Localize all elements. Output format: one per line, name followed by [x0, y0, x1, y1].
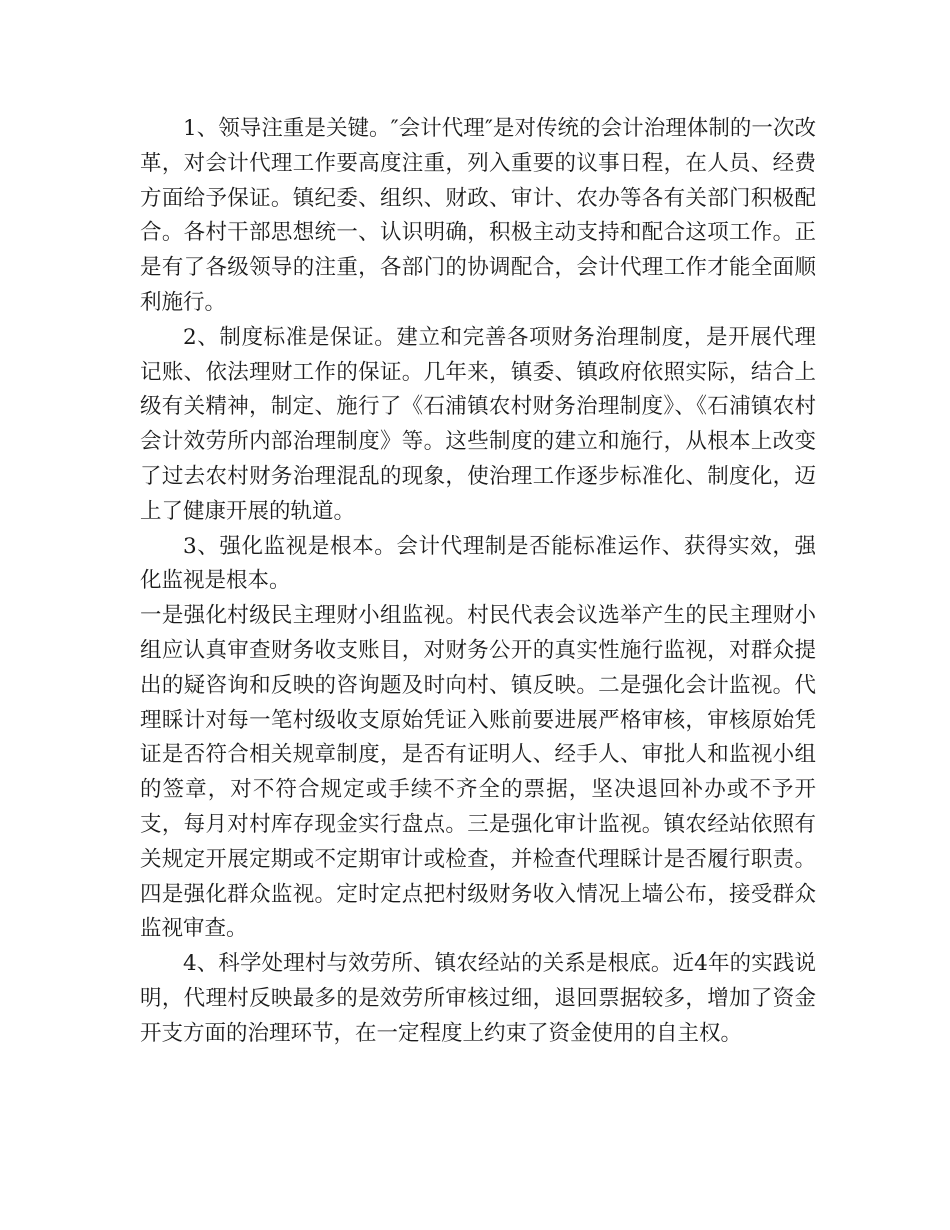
paragraph-supervision: 3、强化监视是根本。会计代理制是否能标准运作、获得实效，强化监视是根本。	[140, 533, 816, 594]
paragraph-relations: 4、科学处理村与效劳所、镇农经站的关系是根底。近4年的实践说明，代理村反映最多的是效劳所审核过细，退回票据较多，增加了资金开支方面的治理环节，在一定程度上约束了资金使用的自主权。	[140, 951, 816, 1046]
paragraph-system-standards: 2、制度标准是保证。建立和完善各项财务治理制度，是开展代理记账、依法理财工作的保证。几年来，镇委、镇政府依照实际，结合上级有关精神，制定、施行了《石浦镇农村财务治理制度》、《石浦镇农村会计效劳所内部治理制度》等。这些制度的建立和施行，从根本上改变了过去农村财务治理混乱的现象，使治理工作逐步标准化、制度化，迈上了健康开展的轨道。	[140, 324, 816, 524]
document-page	[140, 112, 816, 1052]
paragraph-leadership: 1、领导注重是关键。″会计代理″是对传统的会计治理体制的一次改革，对会计代理工作要高度注重，列入重要的议事日程，在人员、经费方面给予保证。镇纪委、组织、财政、审计、农办等各有关部门积极配合。各村干部思想统一、认识明确，积极主动支持和配合这项工作。正是有了各级领导的注重，各部门的协调配合，会计代理工作才能全面顺利施行。	[140, 116, 816, 315]
paragraph-supervision-details: 一是强化村级民主理财小组监视。村民代表会议选举产生的民主理财小组应认真审查财务收支账目，对财务公开的真实性施行监视，对群众提出的疑咨询和反映的咨询题及时向村、镇反映。二是强化会计监视。代理睬计对每一笔村级收支原始凭证入账前要进展严格审核，审核原始凭证是否符合相关规章制度，是否有证明人、经手人、审批人和监视小组的签章，对不符合规定或手续不齐全的票据，坚决退回补办或不予开支，每月对村库存现金实行盘点。三是强化审计监视。镇农经站依照有关规定开展定期或不定期审计或检查，并检查代理睬计是否履行职责。四是强化群众监视。定时定点把村级财务收入情况上墙公布，接受群众监视审查。	[140, 603, 816, 942]
